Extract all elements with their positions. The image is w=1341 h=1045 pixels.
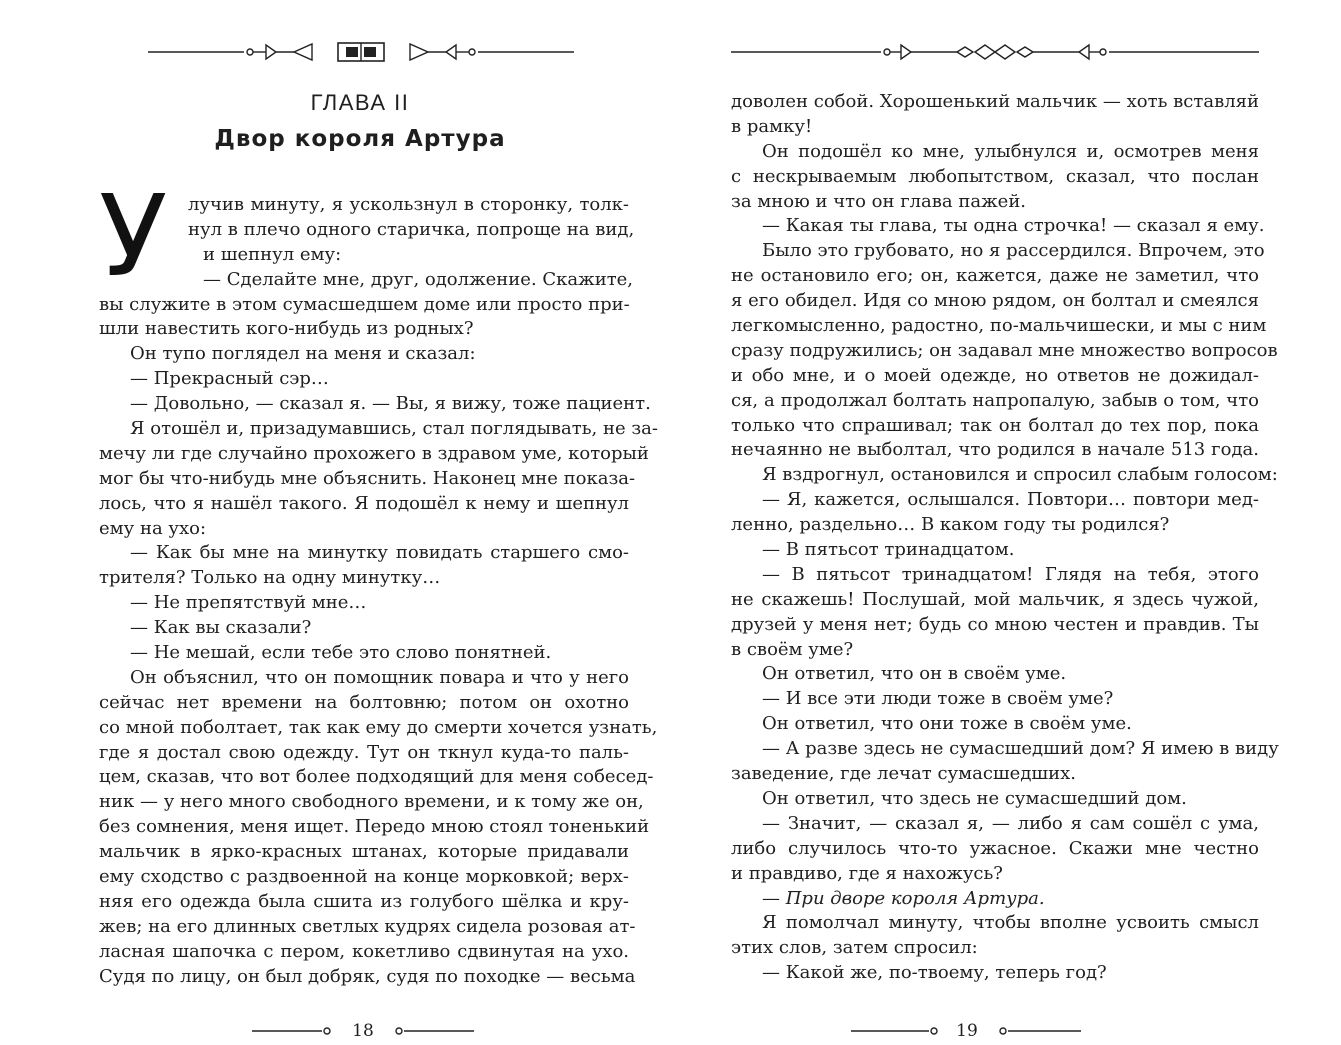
text-line: либо случилось что-то ужасное. Скажи мне честно (731, 837, 1259, 859)
text-line: ему сходство с раздвоенной на конце морковкой; верх- (99, 866, 629, 888)
left-body-text (99, 193, 658, 990)
text-line: и обо мне, и о моей одежде, но ответов не дожидал- (731, 364, 1259, 386)
chapter-number: ГЛАВА II (310, 90, 410, 115)
text-line: жев; на его длинных светлых кудрях сидела розовая ат- (99, 915, 636, 937)
text-line: — Как бы мне на минутку повидать старшего смо- (130, 542, 629, 564)
text-line: легкомысленно, радостно, по-мальчишески, и мы с ним (731, 315, 1267, 337)
text-line: — А разве здесь не сумасшедший дом? Я имею в виду (762, 738, 1279, 760)
text-line: только что спрашивал; так он болтал до тех пор, пока (731, 414, 1259, 436)
page-number-right: 19 (956, 1021, 978, 1041)
text-line: Судя по лицу, он был добряк, судя по походке — весьма (99, 965, 636, 987)
text-line: Он объяснил, что он помощник повара и что у него (130, 666, 629, 688)
text-line: — В пятьсот тринадцатом! Глядя на тебя, этого (762, 563, 1259, 585)
text-line: — Довольно, — сказал я. — Вы, я вижу, тоже пациент. (130, 393, 651, 415)
text-line: Было это грубовато, но я рассердился. Впрочем, это (762, 240, 1265, 262)
text-line: в своём уме? (731, 638, 854, 660)
text-line: лучив минуту, я ускользнул в сторонку, толк- (188, 194, 629, 215)
text-line: — Не мешай, если тебе это слово понятней. (130, 642, 552, 664)
drop-cap: У (99, 172, 168, 302)
text-line: няя его одежда была сшита из голубого шёлка и кру- (99, 890, 629, 912)
text-line: ся, а продолжал болтать напропалую, забыв о том, что (731, 389, 1259, 411)
text-line: не скажешь! Послушай, мой мальчик, я здесь чужой, (731, 588, 1259, 610)
text-line: мечу ли где случайно прохожего в здравом уме, который (99, 442, 649, 464)
text-line: ему на ухо: (99, 517, 207, 539)
text-line: — Я, кажется, ослышался. Повтори… повтори мед- (762, 489, 1259, 511)
text-line: Он ответил, что он в своём уме. (762, 663, 1067, 685)
text-line: нул в плечо одного старичка, попроще на вид, (188, 218, 635, 240)
text-line: ленно, раздельно… В каком году ты родился? (731, 514, 1170, 536)
text-line: — Сделайте мне, друг, одолжение. Скажите, (203, 268, 634, 290)
text-line: за мною и что он глава пажей. (731, 190, 1027, 212)
text-line: — Прекрасный сэр… (130, 368, 329, 390)
text-line: сейчас нет времени на болтовню; потом он охотно (99, 691, 629, 713)
text-line: Он ответил, что здесь не сумасшедший дом. (762, 787, 1187, 809)
text-line: шли навестить кого-нибудь из родных? (99, 318, 474, 340)
text-line: Я вздрогнул, остановился и спросил слабым голосом: (762, 464, 1278, 486)
text-line: лось, что я нашёл такого. Я подошёл к нему и шепнул (99, 492, 629, 514)
text-line: Я помолчал минуту, чтобы вполне усвоить смысл (762, 912, 1259, 934)
text-line: где я достал свою одежду. Тут он ткнул куда-то паль- (99, 741, 629, 763)
text-line: мог бы что-нибудь мне объяснить. Наконец мне показа- (99, 467, 636, 489)
text-line: Я отошёл и, призадумавшись, стал поглядывать, не за- (130, 418, 658, 440)
right-page (671, 0, 1341, 1045)
text-line: — Как вы сказали? (130, 617, 312, 639)
chapter-title: Двор короля Артура (214, 126, 506, 152)
right-body-text (731, 90, 1279, 986)
footer-right (851, 1018, 1081, 1044)
text-line: Он тупо поглядел на меня и сказал: (130, 343, 476, 365)
text-line: и шепнул ему: (203, 243, 342, 265)
top-ornament-right (731, 38, 1259, 66)
text-line: без сомнения, меня ищет. Передо мною стоял тоненький (99, 816, 650, 838)
text-line: вы служите в этом сумасшедшем доме или просто при- (99, 293, 630, 315)
text-line: нечаянно не выболтал, что родился в начале 513 года. (731, 439, 1259, 461)
text-line: трителя? Только на одну минутку… (99, 567, 441, 589)
page-number-left: 18 (352, 1021, 374, 1041)
top-ornament-left (148, 38, 574, 66)
text-line: — Какая ты глава, ты одна строчка! — сказал я ему. (762, 215, 1265, 237)
text-line: друзей у меня нет; будь со мною честен и правдив. Ты (731, 613, 1259, 635)
text-line: заведение, где лечат сумасшедших. (731, 763, 1077, 785)
text-line: этих слов, затем спросил: (731, 937, 978, 959)
left-page (0, 0, 670, 1045)
text-line: и правдиво, где я нахожусь? (731, 862, 1003, 884)
text-line: не остановило его; он, кажется, даже не заметил, что (731, 265, 1259, 287)
text-line: — И все эти люди тоже в своём уме? (762, 688, 1114, 710)
text-line: ласная шапочка с пером, кокетливо сдвинутая на ухо. (99, 940, 629, 962)
text-line: ник — у него много свободного времени, и к тому же он, (99, 791, 644, 813)
text-line: сразу подружились; он задавал мне множество вопросов (731, 339, 1278, 361)
text-line: — Значит, — сказал я, — либо я сам сошёл с ума, (762, 812, 1259, 834)
text-line: Он ответил, что они тоже в своём уме. (762, 713, 1132, 735)
text-line: с нескрываемым любопытством, сказал, что послан (731, 165, 1259, 187)
text-line: цем, сказав, что вот более подходящий для меня собесед- (99, 766, 654, 788)
text-line: — Не препятствуй мне… (130, 592, 367, 614)
text-line: я его обидел. Идя со мною рядом, он болтал и смеялся (731, 290, 1259, 312)
text-line: — В пятьсот тринадцатом. (762, 539, 1015, 561)
text-line: в рамку! (731, 115, 813, 137)
text-line: со мной поболтает, так как ему до смерти хочется узнать, (99, 716, 658, 738)
footer-left (252, 1018, 474, 1044)
text-line: — При дворе короля Артура. (762, 887, 1045, 909)
text-line: мальчик в ярко-красных штанах, которые придавали (99, 841, 629, 863)
text-line: — Какой же, по-твоему, теперь год? (762, 962, 1107, 984)
text-line: доволен собой. Хорошенький мальчик — хоть вставляй (731, 91, 1259, 112)
text-line: Он подошёл ко мне, улыбнулся и, осмотрев меня (762, 140, 1259, 162)
